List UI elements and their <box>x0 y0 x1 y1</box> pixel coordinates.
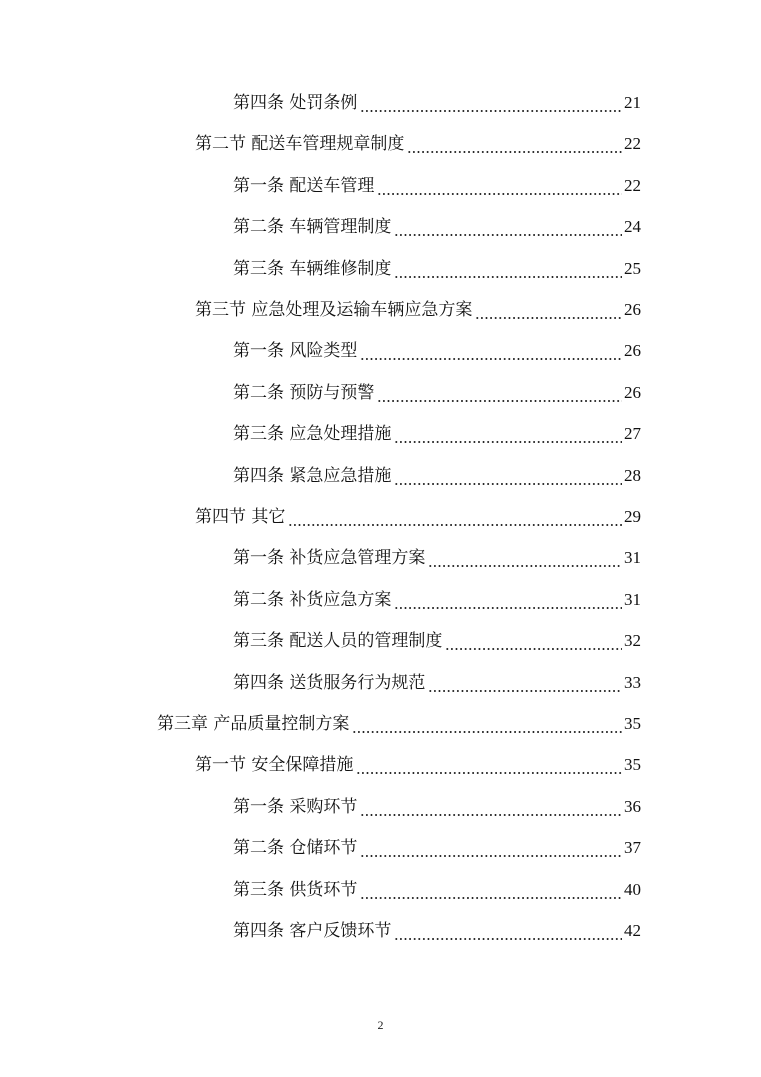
toc-entry-label: 第一条 采购环节 <box>233 796 358 817</box>
toc-entry-page: 42 <box>624 921 641 940</box>
toc-entry-label: 第一条 补货应急管理方案 <box>233 548 426 569</box>
toc-entry-label: 第四条 紧急应急措施 <box>233 465 392 486</box>
toc-entry-label: 第三节 应急处理及运输车辆应急方案 <box>195 300 473 320</box>
dot-leader <box>394 466 622 486</box>
toc-entry-label: 第二条 车辆管理制度 <box>233 217 392 238</box>
dot-leader <box>360 880 622 900</box>
dot-leader <box>428 548 622 568</box>
toc-entry-page: 26 <box>624 341 641 361</box>
toc-entry-page: 28 <box>624 465 641 485</box>
toc-entry[interactable] <box>195 290 641 320</box>
toc-entry-page: 21 <box>624 93 641 112</box>
toc-entry-label: 第四节 其它 <box>195 507 286 527</box>
dot-leader <box>445 631 622 651</box>
dot-leader <box>394 217 622 237</box>
dot-leader <box>407 134 622 154</box>
dot-leader <box>360 838 622 858</box>
toc-entry[interactable] <box>233 331 641 361</box>
toc-entry-label: 第四条 客户反馈环节 <box>233 921 392 941</box>
dot-leader <box>394 921 622 941</box>
toc-entry-page: 31 <box>624 548 641 568</box>
toc-entry-label: 第四条 送货服务行为规范 <box>233 672 426 693</box>
toc-entry-page: 36 <box>624 796 641 816</box>
toc-entry[interactable] <box>233 538 641 568</box>
dot-leader <box>360 341 622 361</box>
toc-entry-label: 第一条 风险类型 <box>233 341 358 362</box>
toc-entry-label: 第三条 应急处理措施 <box>233 424 392 445</box>
toc-entry[interactable] <box>233 580 641 610</box>
dot-leader <box>352 714 622 734</box>
toc-entry[interactable] <box>233 83 641 113</box>
page-number: 2 <box>377 1018 384 1032</box>
dot-leader <box>360 93 622 113</box>
toc-entry-page: 24 <box>624 217 641 237</box>
toc-entry-label: 第一节 安全保障措施 <box>195 755 354 776</box>
dot-leader <box>356 755 622 775</box>
dot-leader <box>428 673 622 693</box>
toc-entry-page: 22 <box>624 134 641 154</box>
toc-entry[interactable] <box>233 249 641 279</box>
toc-entry[interactable] <box>195 497 641 527</box>
toc-entry[interactable] <box>233 828 641 858</box>
toc-entry-label: 第一条 配送车管理 <box>233 175 375 196</box>
toc-entry[interactable] <box>233 456 641 486</box>
toc-entry-page: 22 <box>624 175 641 195</box>
toc-entry-label: 第四条 处罚条例 <box>233 93 358 113</box>
toc-entry[interactable] <box>157 704 641 734</box>
toc-entry-page: 26 <box>624 382 641 402</box>
toc-entry[interactable] <box>233 166 641 196</box>
toc-entry-label: 第三章 产品质量控制方案 <box>157 714 350 734</box>
dot-leader <box>394 590 622 610</box>
toc-entry-page: 27 <box>624 424 641 444</box>
toc-entry-page: 32 <box>624 631 641 651</box>
toc-entry[interactable] <box>233 621 641 651</box>
toc-entry[interactable] <box>233 787 641 817</box>
toc-entry-page: 31 <box>624 589 641 609</box>
toc-entry-label: 第三条 供货环节 <box>233 879 358 900</box>
toc-entry-label: 第二条 仓储环节 <box>233 838 358 859</box>
toc-entry[interactable] <box>233 663 641 693</box>
toc-entry[interactable] <box>233 373 641 403</box>
toc-entry-page: 25 <box>624 258 641 278</box>
dot-leader <box>377 176 622 196</box>
dot-leader <box>394 424 622 444</box>
toc-entry[interactable] <box>195 745 641 775</box>
dot-leader <box>360 797 622 817</box>
toc-entry-label: 第三条 车辆维修制度 <box>233 258 392 279</box>
toc-entry[interactable] <box>233 207 641 237</box>
toc-entry-page: 37 <box>624 838 641 858</box>
toc-entry-page: 33 <box>624 672 641 692</box>
toc-entry-page: 40 <box>624 879 641 899</box>
toc-entry-label: 第三条 配送人员的管理制度 <box>233 631 443 652</box>
toc-entry[interactable] <box>233 911 641 941</box>
dot-leader <box>288 507 622 527</box>
toc-entry-page: 35 <box>624 714 641 733</box>
dot-leader <box>377 383 622 403</box>
toc-entry-page: 35 <box>624 755 641 775</box>
toc-entry-label: 第二条 补货应急方案 <box>233 589 392 610</box>
toc-entry-page: 26 <box>624 300 641 319</box>
toc-entry[interactable] <box>233 414 641 444</box>
toc-entry[interactable] <box>195 124 641 154</box>
toc-entry[interactable] <box>233 870 641 900</box>
toc-entry-label: 第二条 预防与预警 <box>233 382 375 403</box>
dot-leader <box>394 259 622 279</box>
toc-entry-page: 29 <box>624 507 641 526</box>
dot-leader <box>475 300 622 320</box>
toc-entry-label: 第二节 配送车管理规章制度 <box>195 134 405 155</box>
